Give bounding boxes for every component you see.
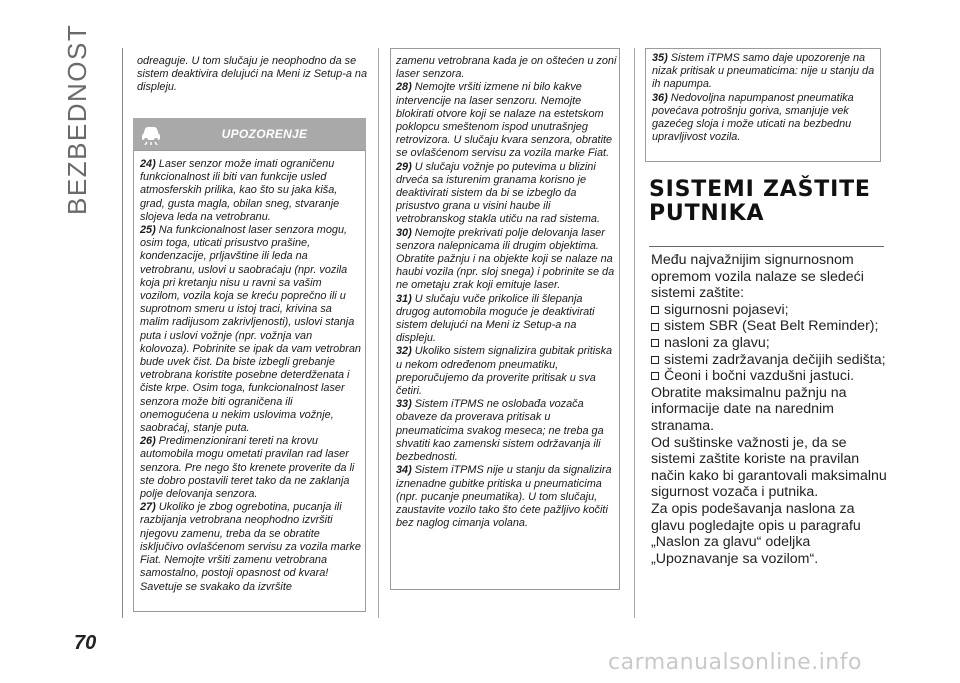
body-paragraph: Od suštinske važnosti je, da se sistemi zaštite koriste na pravilan način kako bi garantovali maksimalnu sigurnost vozača i putnika.: [651, 434, 887, 501]
warning-header: [133, 118, 366, 150]
checkbox-bullet-icon: [651, 323, 659, 331]
warning-list-end: [652, 52, 878, 144]
warning-item: 33) Sistem iTPMS ne oslobađa vozača obaveze da proverava pritisak u pneumaticima svakog meseca; ne treba ga shvatiti kao zamenski sistem održavanja ili bezbednosti.: [396, 398, 604, 464]
warning-item: 24) Laser senzor može imati ograničenu funkcionalnost ili biti van funkcije usled atmosferskih prilika, kao što su jaka kiša, grad, gusta magla, obilan sneg, stvaranje slojeva leda na vetrobranu.: [140, 158, 340, 223]
warning-item: 30) Nemojte prekrivati polje delovanja laser senzora nalepnicama ili drugim objektima. Obratite pažnju i na objekte koji se nalaze na haubi vozila (npr. sloj snega) i pobrinite se da ne ometaju zrak koji emituje laser.: [396, 226, 615, 292]
warning-item: 31) U slučaju vuče prikolice ili šlepanja drugog automobila moguće je deaktivirati sistem delujući na Meni iz Setup-a na displeju.: [396, 292, 595, 345]
warning-title: UPOZORENJE: [221, 127, 308, 141]
warning-list-continued: [396, 55, 618, 530]
car-warning-icon: [139, 123, 163, 145]
heading-rule: [649, 246, 884, 247]
checkbox-bullet-icon: [651, 372, 659, 380]
page-number: 70: [74, 632, 97, 654]
column-divider: [378, 48, 379, 618]
body-paragraph: Za opis podešavanja naslona za glavu pogledajte opis u paragrafu „Naslon za glavu“ odeljka „Upoznavanje sa vozilom“.: [651, 500, 861, 567]
col1-intro: odreaguje. U tom slučaju je neophodno da se sistem deaktivira delujući na Meni iz Setup-a na displeju.: [137, 55, 368, 94]
checkbox-bullet-icon: [651, 356, 659, 364]
warning-item: 25) Na funkcionalnost laser senzora mogu, osim toga, uticati prisustvo prašine, kondenzacije, prljavštine ili leda na vetrobranu, uslovi u saobraćaju (npr. vozila koja pri kretanju nisu u ravni sa vašim vozilom, vozila koja se kreću poprečno ili u suprotnom smeru u istoj traci, krivina sa malim radijusom zakrivljenosti), uslovi stanja puta i uslovi vožnje (npr. vožnja van kolovoza). Pobrinite se ipak da vam vetrobran bude uvek čist. Da biste izbegli grebanje vetrobrana koristite posebne deterdženata i čiste krpe. Osim toga, funkcionalnost laser senzora može biti ograničena ili onemogućena u nekim uslovima vožnje, saobraćaj, stanje puta.: [140, 224, 361, 435]
column-divider: [634, 48, 635, 618]
margin-divider: [122, 48, 123, 618]
warning-list: [140, 158, 362, 594]
warning-item: 29) U slučaju vožnje po putevima u blizini drveća sa isturenim granama korisno je deaktivirati sistem da bi se izbeglo da prisustvo grana u visini haube ili vetrobranskog stakla utiču na rad sistema.: [396, 160, 600, 226]
list-item: sistemi zadržavanja dečijih sedišta;: [651, 352, 891, 369]
watermark: carmanualsonline.info: [608, 650, 862, 675]
warning-item: 36) Nedovoljna napumpanost pneumatika povećava potrošnju goriva, smanjuje vek gazećeg sloja i može uticati na bezbednu upravljivost vozila.: [652, 91, 854, 144]
section-heading: SISTEMI ZAŠTITE PUTNIKA: [649, 177, 871, 226]
body-intro: Među najvažnijim signurnosnom opremom vozila nalaze se sledeći sistemi zaštite:: [651, 252, 864, 302]
checkbox-bullet-icon: [651, 306, 659, 314]
section-body: [651, 252, 891, 567]
warning-item: 27) Ukoliko je zbog ogrebotina, pucanja ili razbijanja vetrobrana neophodno izvršiti njegovu zamenu, treba da se obratite isključivo ovlašćenom servisu za vozila marke Fiat. Nemojte vršiti zamenu vetrobrana samostalno, postoji opasnost od kvara! Savetuje se svakako da izvršite: [140, 501, 361, 593]
warning-item: 34) Sistem iTPMS nije u stanju da signalizira iznenadne gubitke pritiska u pneumaticima (npr. pucanje pneumatika). U tom slučaju, zaustavite vozilo tako što ćete pažljivo kočiti bez naglog cimanja volana.: [396, 464, 612, 530]
list-item: Čeoni i bočni vazdušni jastuci.: [651, 368, 891, 385]
list-item: nasloni za glavu;: [651, 335, 891, 352]
warning-item: 26) Predimenzionirani tereti na krovu automobila mogu ometati pravilan rad laser senzora. Pre nego što krenete proverite da li ste dobro postavili teret tako da ne zaklanja polje delovanja senzora.: [140, 435, 355, 501]
body-paragraph: Obratite maksimalnu pažnju na informacije date na narednim stranama.: [651, 384, 847, 434]
list-item: sigurnosni pojasevi;: [651, 302, 891, 319]
warning-item: 35) Sistem iTPMS samo daje upozorenje na nizak pritisak u pneumaticima: nije u stanju da ih napumpa.: [652, 52, 875, 91]
list-item: sistem SBR (Seat Belt Reminder);: [651, 318, 891, 335]
warning-continued-text: zamenu vetrobrana kada je on oštećen u zoni laser senzora.: [396, 55, 617, 81]
checkbox-bullet-icon: [651, 339, 659, 347]
warning-item: 28) Nemojte vršiti izmene ni bilo kakve intervencije na laser senzoru. Nemojte blokirati otvore koji se nalaze na estetskom poklopcu smeštenom ispod unutrašnjeg retrovizora. U slučaju kvara senzora, obratite se ovlašćenom servisu za vozila marke Fiat.: [396, 81, 613, 160]
section-title: BEZBEDNOST: [62, 23, 92, 215]
warning-item: 32) Ukoliko sistem signalizira gubitak pritiska u nekom određenom pneumatiku, preporučujemo da proverite pritisak u sva četiri.: [396, 345, 613, 398]
